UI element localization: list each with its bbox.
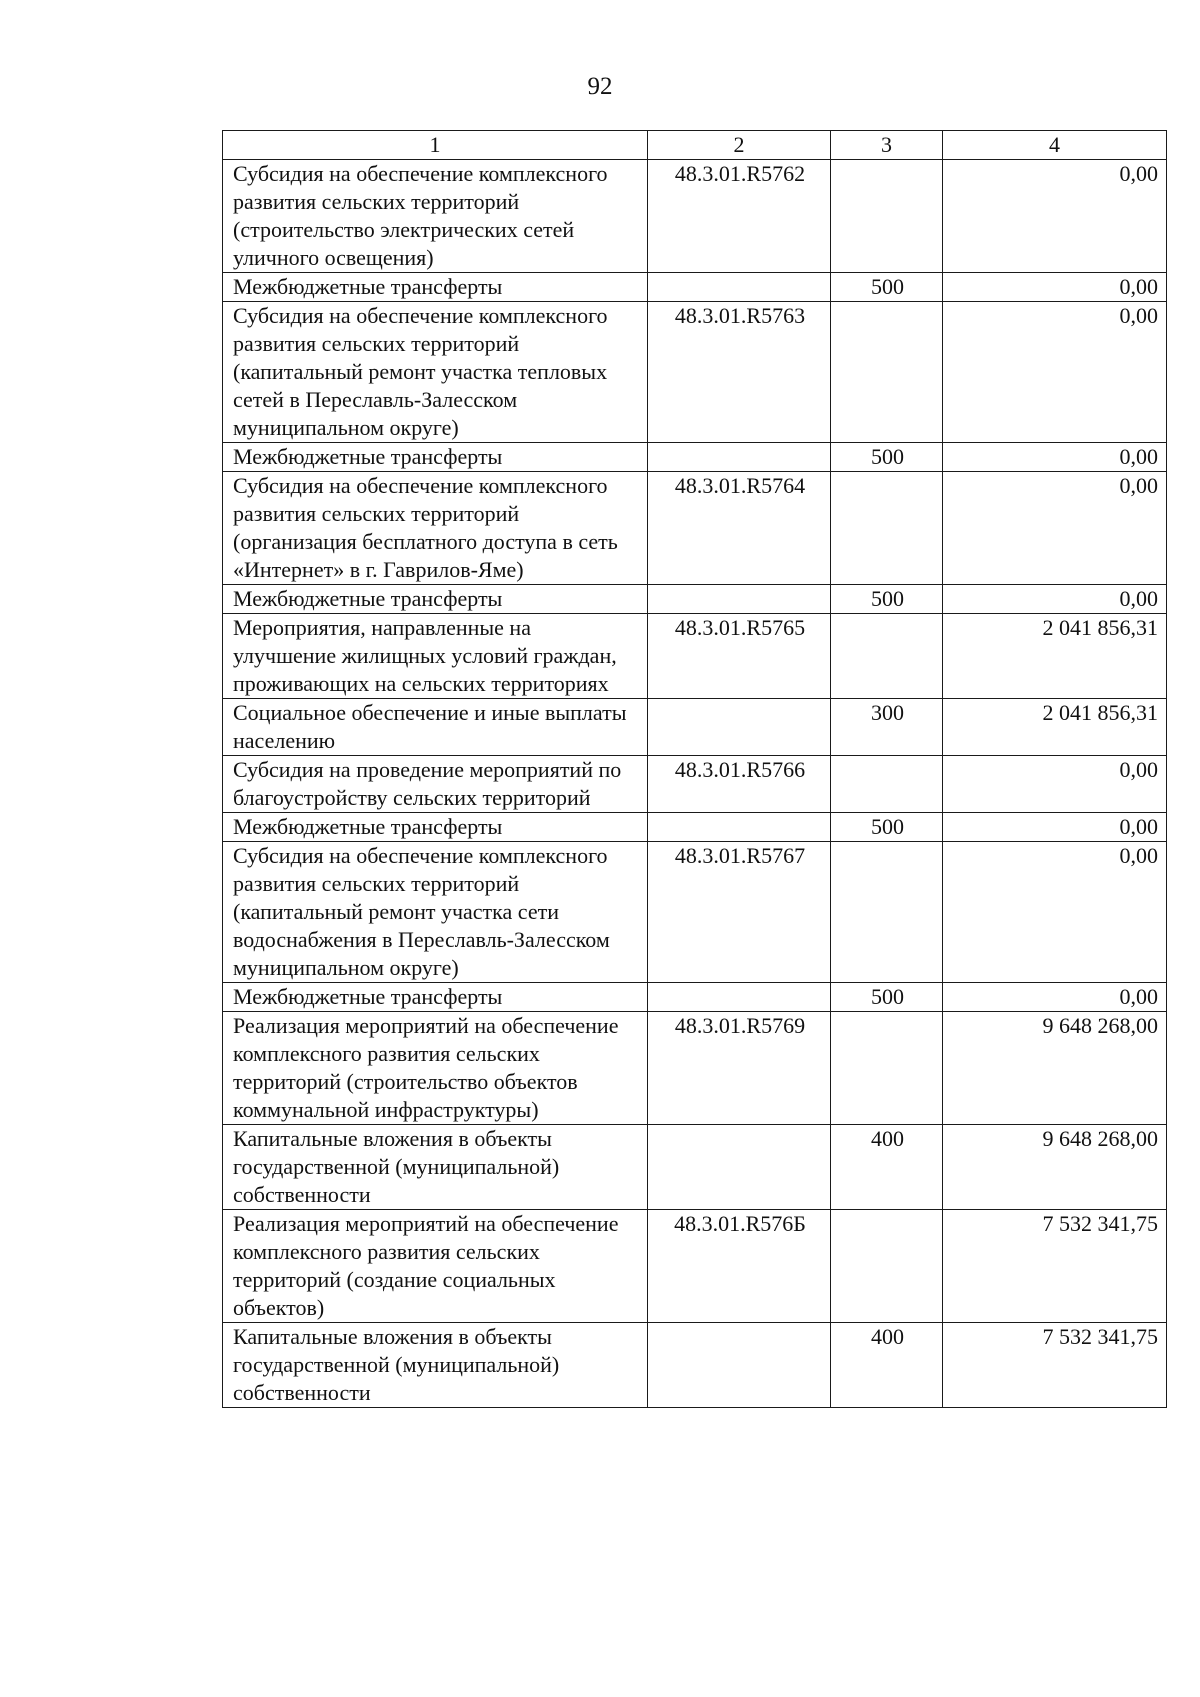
expense-type-cell: 500: [831, 585, 943, 614]
table-row: [223, 585, 1167, 614]
column-number-4: 4: [943, 131, 1167, 160]
table-row: [223, 699, 1167, 756]
amount-cell: 0,00: [943, 443, 1167, 472]
table-row: [223, 1125, 1167, 1210]
program-code-cell: 48.3.01.R5762: [648, 160, 831, 273]
expense-type-cell: 400: [831, 1323, 943, 1408]
program-code-cell: 48.3.01.R5764: [648, 472, 831, 585]
table-row: [223, 1012, 1167, 1125]
amount-cell: 0,00: [943, 585, 1167, 614]
column-number-1: 1: [223, 131, 648, 160]
table-row: [223, 842, 1167, 983]
expense-type-cell: 300: [831, 699, 943, 756]
expense-type-cell: [831, 842, 943, 983]
item-name-cell: Межбюджетные трансферты: [223, 443, 648, 472]
table-row: [223, 813, 1167, 842]
item-name-cell: Капитальные вложения в объекты государственной (муниципальной) собственности: [223, 1323, 648, 1408]
item-name-cell: Реализация мероприятий на обеспечение комплексного развития сельских территорий (создание социальных объектов): [223, 1210, 648, 1323]
program-code-cell: [648, 813, 831, 842]
item-name-cell: Капитальные вложения в объекты государственной (муниципальной) собственности: [223, 1125, 648, 1210]
expense-type-cell: [831, 1210, 943, 1323]
table-row: [223, 614, 1167, 699]
amount-cell: 0,00: [943, 472, 1167, 585]
amount-cell: 0,00: [943, 842, 1167, 983]
program-code-cell: 48.3.01.R5766: [648, 756, 831, 813]
item-name-cell: Мероприятия, направленные на улучшение жилищных условий граждан, проживающих на сельских территориях: [223, 614, 648, 699]
amount-cell: 7 532 341,75: [943, 1210, 1167, 1323]
item-name-cell: Межбюджетные трансферты: [223, 983, 648, 1012]
item-name-cell: Межбюджетные трансферты: [223, 585, 648, 614]
table-row: [223, 1210, 1167, 1323]
program-code-cell: [648, 699, 831, 756]
amount-cell: 0,00: [943, 273, 1167, 302]
expense-type-cell: [831, 756, 943, 813]
table-row: [223, 983, 1167, 1012]
item-name-cell: Субсидия на обеспечение комплексного развития сельских территорий (капитальный ремонт участка сети водоснабжения в Переславль-Залесском муниципальном округе): [223, 842, 648, 983]
item-name-cell: Межбюджетные трансферты: [223, 813, 648, 842]
item-name-cell: Межбюджетные трансферты: [223, 273, 648, 302]
program-code-cell: 48.3.01.R5769: [648, 1012, 831, 1125]
amount-cell: 0,00: [943, 813, 1167, 842]
amount-cell: 0,00: [943, 983, 1167, 1012]
program-code-cell: 48.3.01.R5763: [648, 302, 831, 443]
expense-type-cell: 500: [831, 273, 943, 302]
table-row: [223, 443, 1167, 472]
expense-type-cell: [831, 614, 943, 699]
amount-cell: 7 532 341,75: [943, 1323, 1167, 1408]
expense-type-cell: 500: [831, 813, 943, 842]
expense-type-cell: 400: [831, 1125, 943, 1210]
amount-cell: 2 041 856,31: [943, 614, 1167, 699]
program-code-cell: 48.3.01.R576Б: [648, 1210, 831, 1323]
amount-cell: 0,00: [943, 756, 1167, 813]
amount-cell: 9 648 268,00: [943, 1012, 1167, 1125]
expense-type-cell: 500: [831, 983, 943, 1012]
item-name-cell: Реализация мероприятий на обеспечение комплексного развития сельских территорий (строительство объектов коммунальной инфраструктуры): [223, 1012, 648, 1125]
page-number: 92: [587, 73, 613, 100]
item-name-cell: Субсидия на обеспечение комплексного развития сельских территорий (строительство электрических сетей уличного освещения): [223, 160, 648, 273]
program-code-cell: 48.3.01.R5767: [648, 842, 831, 983]
table-row: [223, 1323, 1167, 1408]
program-code-cell: [648, 273, 831, 302]
expense-type-cell: [831, 472, 943, 585]
expense-type-cell: [831, 1012, 943, 1125]
program-code-cell: [648, 443, 831, 472]
item-name-cell: Субсидия на обеспечение комплексного развития сельских территорий (организация бесплатного доступа в сеть «Интернет» в г. Гаврилов-Яме): [223, 472, 648, 585]
table-header-row: [223, 131, 1167, 160]
expense-type-cell: [831, 302, 943, 443]
table-row: [223, 472, 1167, 585]
table-row: [223, 756, 1167, 813]
program-code-cell: [648, 585, 831, 614]
table-row: [223, 302, 1167, 443]
expense-type-cell: [831, 160, 943, 273]
column-number-2: 2: [648, 131, 831, 160]
table-row: [223, 160, 1167, 273]
amount-cell: 0,00: [943, 160, 1167, 273]
program-code-cell: [648, 1125, 831, 1210]
item-name-cell: Социальное обеспечение и иные выплаты населению: [223, 699, 648, 756]
expense-type-cell: 500: [831, 443, 943, 472]
amount-cell: 0,00: [943, 302, 1167, 443]
item-name-cell: Субсидия на обеспечение комплексного развития сельских территорий (капитальный ремонт участка тепловых сетей в Переславль-Залесском муниципальном округе): [223, 302, 648, 443]
program-code-cell: 48.3.01.R5765: [648, 614, 831, 699]
column-number-3: 3: [831, 131, 943, 160]
table-row: [223, 273, 1167, 302]
amount-cell: 2 041 856,31: [943, 699, 1167, 756]
item-name-cell: Субсидия на проведение мероприятий по благоустройству сельских территорий: [223, 756, 648, 813]
amount-cell: 9 648 268,00: [943, 1125, 1167, 1210]
program-code-cell: [648, 983, 831, 1012]
program-code-cell: [648, 1323, 831, 1408]
budget-table: [222, 130, 1167, 1408]
